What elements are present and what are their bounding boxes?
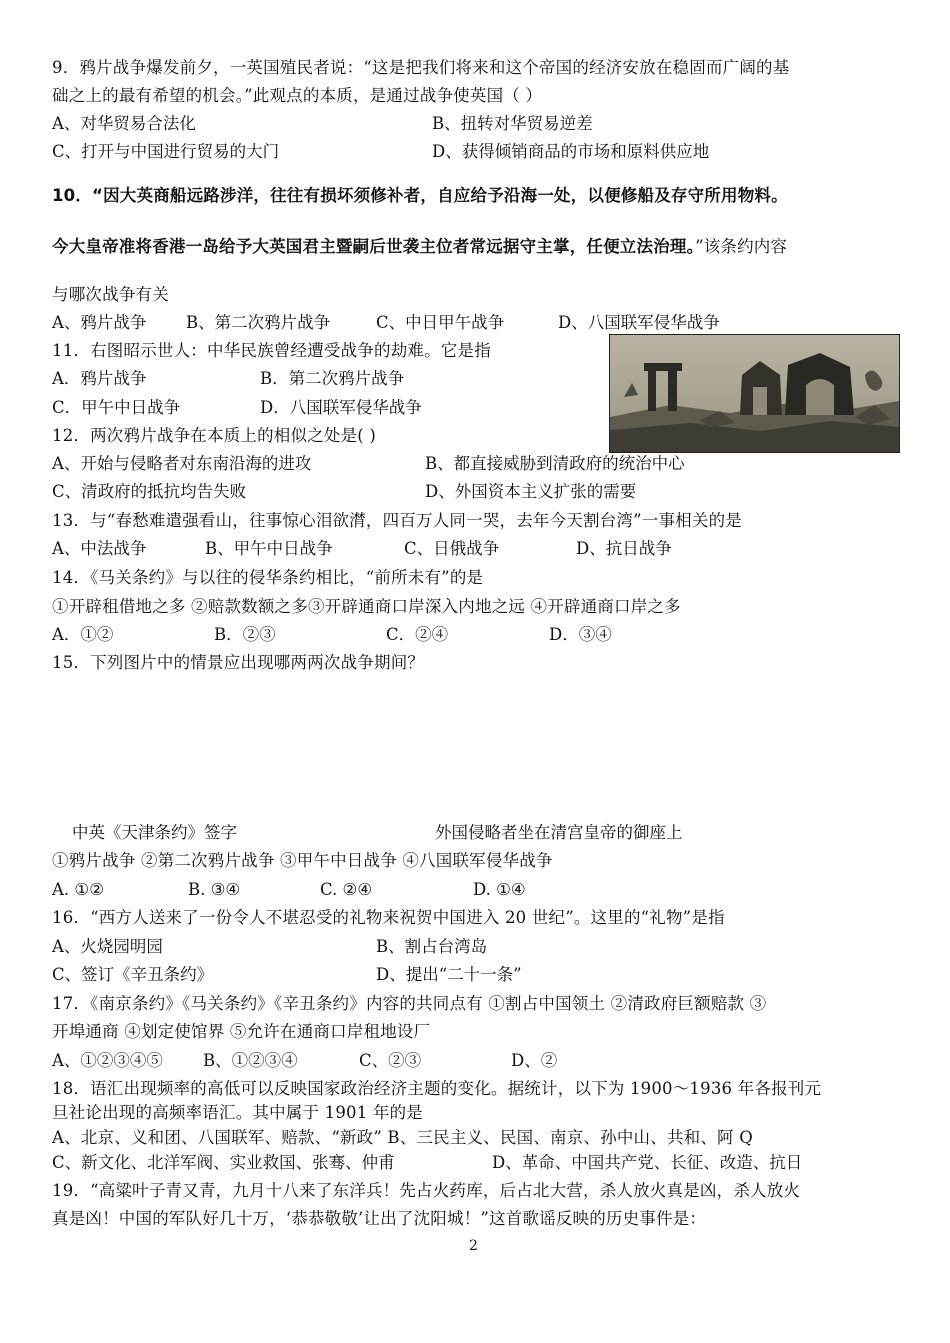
q14-option-a: A．①② bbox=[52, 625, 114, 644]
q12-option-a: A、开始与侵略者对东南沿海的进攻 bbox=[52, 454, 312, 473]
q11-option-c: C．甲午中日战争 bbox=[52, 398, 181, 417]
q16-option-c: C、签订《辛丑条约》 bbox=[52, 965, 214, 984]
q9-stem-line1: 9．鸦片战争爆发前夕，一英国殖民者说：“这是把我们将来和这个帝国的经济安放在稳固而广阔的基 bbox=[52, 58, 790, 77]
q10-quote-tail: ”该条约内容 bbox=[695, 237, 788, 256]
q9-option-d: D、获得倾销商品的市场和原料供应地 bbox=[432, 142, 710, 161]
q17-stem-line1: 17．《南京条约》《马关条约》《辛丑条约》内容的共同点有 ①割占中国领土 ②清政府巨额赔款 ③ bbox=[52, 994, 767, 1013]
q15-caption-1: 中英《天津条约》签字 bbox=[72, 823, 237, 842]
q19-stem-line2: 真是凶！中国的军队好几十万，‘恭恭敬敬’让出了沈阳城！”这首歌谣反映的历史事件是： bbox=[52, 1209, 707, 1228]
q10-stem-line3: 与哪次战争有关 bbox=[52, 285, 169, 304]
ruins-photo bbox=[609, 334, 900, 453]
q13-stem: 13．与“春愁难遣强看山，往事惊心泪欲潸，四百万人同一哭，去年今天割台湾”一事相关的是 bbox=[52, 511, 742, 530]
q10-option-a: A、鸦片战争 bbox=[52, 313, 147, 332]
q13-option-c: C、日俄战争 bbox=[404, 539, 500, 558]
q11-option-d: D．八国联军侵华战争 bbox=[260, 398, 422, 417]
q17-option-b: B、①②③④ bbox=[203, 1051, 298, 1070]
q15-items: ①鸦片战争 ②第二次鸦片战争 ③甲午中日战争 ④八国联军侵华战争 bbox=[52, 851, 553, 870]
q13-option-a: A、中法战争 bbox=[52, 539, 147, 558]
q14-items: ①开辟租借地之多 ②赔款数额之多③开辟通商口岸深入内地之远 ④开辟通商口岸之多 bbox=[52, 597, 681, 616]
q10-stem-line1: 10．“因大英商船远路涉洋，往往有损坏须修补者，自应给予沿海一处，以便修船及存守所用物料。 bbox=[52, 186, 788, 205]
q15-stem: 15．下列图片中的情景应出现哪两两次战争期间？ bbox=[52, 653, 425, 672]
q17-option-a: A、①②③④⑤ bbox=[52, 1051, 163, 1070]
q17-option-d: D、② bbox=[511, 1051, 558, 1070]
q18-option-d: D、革命、中国共产党、长征、改造、抗日 bbox=[492, 1153, 803, 1172]
q15-option-a: A. ①② bbox=[52, 880, 104, 899]
q19-stem-line1: 19．“高粱叶子青又青，九月十八来了东洋兵！先占火药库，后占北大营，杀人放火真是凶，杀人放火 bbox=[52, 1181, 801, 1200]
q9-stem-line2: 础之上的最有希望的机会。”此观点的本质，是通过战争使英国（ ） bbox=[52, 86, 543, 105]
q12-option-b: B、都直接威胁到清政府的统治中心 bbox=[425, 454, 685, 473]
q9-option-b: B、扭转对华贸易逆差 bbox=[432, 114, 593, 133]
q17-option-c: C、②③ bbox=[359, 1051, 422, 1070]
q15-caption-2: 外国侵略者坐在清宫皇帝的御座上 bbox=[435, 823, 683, 842]
q9-option-a: A、对华贸易合法化 bbox=[52, 114, 196, 133]
q12-option-c: C、清政府的抵抗均告失败 bbox=[52, 482, 247, 501]
q9-option-c: C、打开与中国进行贸易的大门 bbox=[52, 142, 280, 161]
q13-option-b: B、甲午中日战争 bbox=[205, 539, 333, 558]
q16-option-a: A、火烧园明园 bbox=[52, 937, 163, 956]
q10-option-b: B、第二次鸦片战争 bbox=[186, 313, 331, 332]
q18-stem-line1: 18．语汇出现频率的高低可以反映国家政治经济主题的变化。据统计，以下为 1900～1936 年各报刊元 bbox=[52, 1079, 822, 1098]
q10-option-d: D、八国联军侵华战争 bbox=[558, 313, 720, 332]
q11-option-b: B．第二次鸦片战争 bbox=[260, 369, 405, 388]
q12-option-d: D、外国资本主义扩张的需要 bbox=[425, 482, 637, 501]
page-number: 2 bbox=[469, 1238, 478, 1254]
q15-option-b: B. ③④ bbox=[188, 880, 241, 899]
q18-stem-line2: 旦社论出现的高频率语汇。其中属于 1901 年的是 bbox=[52, 1103, 423, 1122]
q14-option-b: B．②③ bbox=[214, 625, 276, 644]
q16-stem: 16．“西方人送来了一份令人不堪忍受的礼物来祝贺中国进入 20 世纪”。这里的“礼物”是指 bbox=[52, 908, 725, 927]
q13-option-d: D、抗日战争 bbox=[576, 539, 672, 558]
yuanmingyuan-ruins-image bbox=[610, 335, 899, 452]
q10-quote-bold: 今大皇帝准将香港一岛给予大英国君主暨嗣后世袭主位者常远据守主掌，任便立法治理。 bbox=[52, 237, 696, 256]
q16-option-b: B、割占台湾岛 bbox=[376, 937, 488, 956]
q10-option-c: C、中日甲午战争 bbox=[376, 313, 505, 332]
q14-option-c: C．②④ bbox=[386, 625, 449, 644]
q16-option-d: D、提出“二十一条” bbox=[376, 965, 522, 984]
q15-option-c: C. ②④ bbox=[320, 880, 373, 899]
q15-option-d: D. ①④ bbox=[473, 880, 526, 899]
q11-stem: 11．右图昭示世人：中华民族曾经遭受战争的劫难。它是指 bbox=[52, 341, 491, 360]
q10-stem-line2 bbox=[52, 236, 787, 258]
q17-stem-line2: 开埠通商 ④划定使馆界 ⑤允许在通商口岸租地设厂 bbox=[52, 1022, 431, 1041]
q18-option-c: C、新文化、北洋军阀、实业救国、张骞、仲甫 bbox=[52, 1153, 395, 1172]
q18-option-ab: A、北京、义和团、八国联军、赔款、“新政” B、三民主义、民国、南京、孙中山、共和、阿 Q bbox=[52, 1128, 753, 1147]
q14-stem: 14．《马关条约》与以往的侵华条约相比，“前所未有”的是 bbox=[52, 568, 484, 587]
q11-option-a: A．鸦片战争 bbox=[52, 369, 147, 388]
q14-option-d: D．③④ bbox=[549, 625, 612, 644]
q12-stem: 12．两次鸦片战争在本质上的相似之处是( ) bbox=[52, 426, 377, 445]
